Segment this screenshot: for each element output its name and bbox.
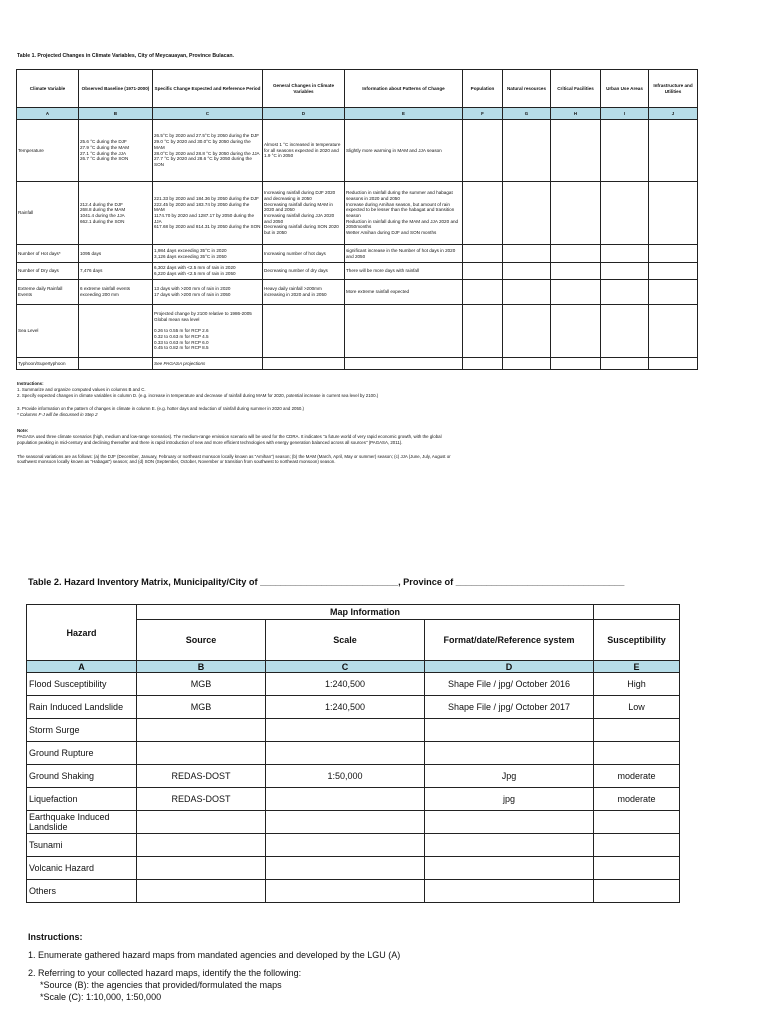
map-information-header: Map Information xyxy=(137,605,594,620)
empty-cell xyxy=(551,305,601,358)
empty-cell xyxy=(551,120,601,182)
col-header-natural-resources: Natural resources xyxy=(503,70,551,108)
empty-cell xyxy=(551,245,601,263)
empty-cell xyxy=(503,263,551,280)
table-cell-c: 6,302 days with <2.5 mm of rain in 2020 6,220 days with <2.5 mm of rain in 2050 xyxy=(153,263,263,280)
hazard-cell-hazard: Earthquake Induced Landslide xyxy=(27,811,137,834)
col-header-climate-variable: Climate Variable xyxy=(17,70,79,108)
hazard-cell-source: MGB xyxy=(137,673,266,696)
blank-header-cell xyxy=(594,605,680,620)
table-cell-c: 221.33 by 2020 and 184.36 by 2050 during the DJF 222.45 by 2020 and 183.74 by 2050 during the MAM 1174.70 by 2020 and 1287.17 by 2050 during the JJA 617.68 by 2020 and 814.31 by 2050 during the SON xyxy=(153,182,263,245)
col-letter: J xyxy=(649,108,698,120)
hazard-cell-source xyxy=(137,880,266,903)
hazard-cell-source: REDAS-DOST xyxy=(137,788,266,811)
table-cell-e: significant increase in the Number of hot days in 2020 and 2050 xyxy=(345,245,463,263)
hazard-cell-scale xyxy=(266,857,425,880)
hazard-cell-hazard: Ground Rupture xyxy=(27,742,137,765)
hazard-cell-susceptibility xyxy=(594,719,680,742)
table1-instructions xyxy=(17,381,457,465)
hazard-cell-format: Jpg xyxy=(425,765,594,788)
empty-cell xyxy=(601,245,649,263)
col-letter: B xyxy=(137,661,266,673)
note-item: The seasonal variations are as follows: (a) the DJF (December, January, February or northeast monsoon locally known as "Amihan") season; (b) the MAM (March, April, May or summer) season; (c) JJA (June, July, August or southwest monsoon locally known as "Habagat") season; and (d) SON (September, October, November or transition from southwest to northeast monsoon) season. xyxy=(17,453,451,465)
table-row xyxy=(27,719,680,742)
hazard-cell-source xyxy=(137,742,266,765)
empty-cell xyxy=(601,263,649,280)
empty-cell xyxy=(503,280,551,305)
instruction-item: 1. Enumerate gathered hazard maps from mandated agencies and developed by the LGU (A) xyxy=(28,949,401,960)
hazard-cell-susceptibility xyxy=(594,857,680,880)
hazard-cell-format: Shape File / jpg/ October 2017 xyxy=(425,696,594,719)
table-cell-e xyxy=(345,358,463,370)
table-row xyxy=(27,788,680,811)
table-cell-a: Sea Level xyxy=(17,305,79,358)
hazard-cell-hazard: Tsunami xyxy=(27,834,137,857)
empty-cell xyxy=(463,245,503,263)
hazard-cell-scale xyxy=(266,719,425,742)
col-header-infrastructure: Infrastructure and Utilities xyxy=(649,70,698,108)
empty-cell xyxy=(601,280,649,305)
hazard-cell-format xyxy=(425,719,594,742)
instruction-item: *Scale (C): 1:10,000, 1:50,000 xyxy=(40,991,162,1002)
table-cell-b: 7,476 days xyxy=(79,263,153,280)
empty-cell xyxy=(463,263,503,280)
hazard-cell-hazard: Rain Induced Landslide xyxy=(27,696,137,719)
hazard-cell-scale: 1:240,500 xyxy=(266,696,425,719)
hazard-cell-susceptibility xyxy=(594,811,680,834)
table-cell-c: See PAGASA projections xyxy=(153,358,263,370)
empty-cell xyxy=(649,358,698,370)
hazard-cell-format xyxy=(425,880,594,903)
hazard-cell-susceptibility: High xyxy=(594,673,680,696)
hazard-cell-format: jpg xyxy=(425,788,594,811)
table-cell-d xyxy=(263,305,345,358)
col-header-urban-use-areas: Urban Use Areas xyxy=(601,70,649,108)
col-header-hazard: Hazard xyxy=(27,605,137,661)
empty-cell xyxy=(551,263,601,280)
table-cell-a: Typhoon/Supertyphoon xyxy=(17,358,79,370)
hazard-cell-susceptibility: Low xyxy=(594,696,680,719)
table-cell-c: Projected change by 2100 relative to 1986-2005 Global mean sea level 0.26 to 0.55 m for RCP 2.6 0.32 to 0.63 m for RCP 4.5 0.33 to 0.63 m for RCP 6.0 0.45 to 0.82 m for RCP 8.5 xyxy=(153,305,263,358)
table-row xyxy=(27,696,680,719)
table-row xyxy=(27,765,680,788)
hazard-cell-scale xyxy=(266,834,425,857)
table-row xyxy=(27,880,680,903)
table-cell-d: Increasing number of hot days xyxy=(263,245,345,263)
empty-cell xyxy=(503,305,551,358)
hazard-inventory-table xyxy=(26,604,680,903)
table-row xyxy=(17,245,698,263)
instruction-item: 3. Provide information on the pattern of changes in climate in column E. (e.g. hotter days and reduction of rainfall during summer in 2020 and 2050.) xyxy=(17,405,305,411)
table-row xyxy=(17,280,698,305)
hazard-cell-hazard: Ground Shaking xyxy=(27,765,137,788)
table-row xyxy=(27,742,680,765)
col-letter: D xyxy=(425,661,594,673)
hazard-cell-hazard: Storm Surge xyxy=(27,719,137,742)
table2-title: Table 2. Hazard Inventory Matrix, Municipality/City of ___________________________, Province of _________________________________ xyxy=(28,577,625,587)
table-cell-b: 1095 days xyxy=(79,245,153,263)
empty-cell xyxy=(551,280,601,305)
table-cell-d: Heavy daily rainfall >200mm increasing in 2020 and in 2050 xyxy=(263,280,345,305)
table-cell-a: Temperature xyxy=(17,120,79,182)
empty-cell xyxy=(503,120,551,182)
hazard-cell-source xyxy=(137,719,266,742)
empty-cell xyxy=(463,305,503,358)
instruction-footnote: * Columns F-J will be discussed in Step 2 xyxy=(17,411,98,417)
col-letter: I xyxy=(601,108,649,120)
table-cell-d: Decreasing number of dry days xyxy=(263,263,345,280)
instruction-item: *Source (B): the agencies that provided/formulated the maps xyxy=(40,980,282,991)
empty-cell xyxy=(463,182,503,245)
empty-cell xyxy=(601,120,649,182)
hazard-cell-format: Shape File / jpg/ October 2016 xyxy=(425,673,594,696)
col-header-susceptibility: Susceptibility xyxy=(594,620,680,661)
instruction-item: 2. Referring to your collected hazard maps, identify the the following: xyxy=(28,968,302,979)
empty-cell xyxy=(601,305,649,358)
hazard-cell-susceptibility xyxy=(594,742,680,765)
hazard-cell-scale: 1:50,000 xyxy=(266,765,425,788)
table-cell-a: Number of Hot days* xyxy=(17,245,79,263)
col-header-patterns-info: Information about Patterns of Change xyxy=(345,70,463,108)
table-row xyxy=(27,673,680,696)
table-row xyxy=(17,182,698,245)
table-cell-c: 26.5°C by 2020 and 27.5°C by 2050 during the DJF 29.0 °C by 2020 and 30.0°C by 2050 during the MAM 28.0°C by 2020 and 28.8 °C by 2050 during the JJA 27.7 °C by 2020 and 28.6 °C by 2050 during the SON xyxy=(153,120,263,182)
table-cell-e xyxy=(345,305,463,358)
table-cell-c: 13 days with >200 mm of rain in 2020 17 days with >200 mm of rain in 2050 xyxy=(153,280,263,305)
col-header-format: Format/date/Reference system xyxy=(425,620,594,661)
empty-cell xyxy=(463,280,503,305)
col-letter: G xyxy=(503,108,551,120)
empty-cell xyxy=(503,182,551,245)
instructions-heading: Instructions: xyxy=(28,932,83,942)
hazard-cell-source: MGB xyxy=(137,696,266,719)
hazard-cell-susceptibility: moderate xyxy=(594,788,680,811)
empty-cell xyxy=(463,120,503,182)
instruction-item: 2. Specify expected changes in climate variables in column D. (e.g. increase in temperature and decrease of rainfall during MAM for 2020, potential increase in current sea level by 2100.) xyxy=(17,392,379,398)
table1-title: Table 1. Projected Changes in Climate Variables, City of Meycauayan, Province Bulacan. xyxy=(17,53,234,59)
hazard-cell-hazard: Liquefaction xyxy=(27,788,137,811)
table-cell-d: Increasing rainfall during DJF 2020 and decreasing in 2050 Decreasing rainfall during MAM in 2020 and 2050 Increasing rainfall during JJA 2020 and 2050 Decreasing rainfall during SON 2020 but in 2050 xyxy=(263,182,345,245)
col-letter: B xyxy=(79,108,153,120)
empty-cell xyxy=(551,182,601,245)
hazard-cell-format xyxy=(425,857,594,880)
hazard-cell-source xyxy=(137,857,266,880)
hazard-cell-susceptibility xyxy=(594,834,680,857)
table-row xyxy=(27,834,680,857)
table2-instructions xyxy=(28,932,400,1003)
empty-cell xyxy=(649,182,698,245)
table-cell-d xyxy=(263,358,345,370)
col-letter: A xyxy=(27,661,137,673)
empty-cell xyxy=(601,358,649,370)
hazard-cell-format xyxy=(425,811,594,834)
table-cell-e: More extreme rainfall expected xyxy=(345,280,463,305)
hazard-cell-format xyxy=(425,742,594,765)
note-item: PAGASA used three climate scenarios (high, medium and low-range scenarios). The medium-range emission scenario will be used for the CDRA. It indicates "a future world of very rapid economic growth, with the global population peaking in mid-century and declining thereafter and there is rapid introduction of new and more efficient technologies with energy generation balanced across all sources" (PAGASA, 2011). xyxy=(17,433,442,445)
empty-cell xyxy=(503,358,551,370)
table-cell-c: 1,984 days exceeding 35°C in 2020 3,126 days exceeding 35°C in 2050 xyxy=(153,245,263,263)
hazard-cell-scale xyxy=(266,811,425,834)
empty-cell xyxy=(503,245,551,263)
empty-cell xyxy=(649,263,698,280)
hazard-cell-susceptibility: moderate xyxy=(594,765,680,788)
col-header-source: Source xyxy=(137,620,266,661)
col-header-scale: Scale xyxy=(266,620,425,661)
table-cell-e: Reduction in rainfall during the summer and habagat seasons in 2020 and 2050 Increase during Amihan season, but amount of rain expected to be lesser than the habagat and transition season Reduction in rainfall during the MAM and JJA 2020 and 2050months Wetter Amihan during DJF and SON months xyxy=(345,182,463,245)
empty-cell xyxy=(649,280,698,305)
empty-cell xyxy=(463,358,503,370)
empty-cell xyxy=(649,120,698,182)
table-cell-b xyxy=(79,305,153,358)
hazard-cell-scale xyxy=(266,788,425,811)
col-letter: E xyxy=(345,108,463,120)
hazard-cell-hazard: Others xyxy=(27,880,137,903)
note-heading: Note: xyxy=(17,427,29,433)
col-letter: A xyxy=(17,108,79,120)
table-cell-b: 25.6 °C during the DJF 27.9 °C during the MAM 27.1 °C during the JJA 26.7 °C during the SON xyxy=(79,120,153,182)
climate-projections-table xyxy=(16,69,698,370)
hazard-cell-hazard: Flood Susceptibility xyxy=(27,673,137,696)
hazard-cell-scale: 1:240,500 xyxy=(266,673,425,696)
table-row xyxy=(17,120,698,182)
table-row xyxy=(17,305,698,358)
empty-cell xyxy=(649,245,698,263)
table-cell-b: 212.4 during the DJF 268.8 during the MAM 1041.4 during the JJA 662.1 during the SON xyxy=(79,182,153,245)
table-row xyxy=(17,358,698,370)
hazard-cell-hazard: Volcanic Hazard xyxy=(27,857,137,880)
hazard-cell-scale xyxy=(266,742,425,765)
col-letter: F xyxy=(463,108,503,120)
table-row xyxy=(17,263,698,280)
empty-cell xyxy=(649,305,698,358)
col-header-observed-baseline: Observed Baseline (1971-2000) xyxy=(79,70,153,108)
hazard-cell-susceptibility xyxy=(594,880,680,903)
table-cell-a: Rainfall xyxy=(17,182,79,245)
empty-cell xyxy=(601,182,649,245)
hazard-cell-source xyxy=(137,811,266,834)
col-letter: H xyxy=(551,108,601,120)
col-header-critical-facilities: Critical Facilities xyxy=(551,70,601,108)
table-row xyxy=(27,857,680,880)
hazard-cell-source: REDAS-DOST xyxy=(137,765,266,788)
col-header-specific-change: Specific Change Expected and Reference Period xyxy=(153,70,263,108)
table-cell-a: Number of Dry days xyxy=(17,263,79,280)
col-letter: E xyxy=(594,661,680,673)
table-cell-b: 6 extreme rainfall events exceeding 200 mm xyxy=(79,280,153,305)
hazard-cell-scale xyxy=(266,880,425,903)
col-letter: C xyxy=(153,108,263,120)
table-cell-d: Almost 1 °C increased in temperature for all seasons expected in 2020 and 1.9 °C in 2050 xyxy=(263,120,345,182)
col-header-population: Population xyxy=(463,70,503,108)
instructions-heading: Instructions: xyxy=(17,381,44,386)
table-cell-b xyxy=(79,358,153,370)
hazard-cell-source xyxy=(137,834,266,857)
hazard-cell-format xyxy=(425,834,594,857)
table-cell-e: There will be more days with rainfall xyxy=(345,263,463,280)
instruction-item: 1. Summarize and organize computed values in columns B and C. xyxy=(17,386,146,392)
table-cell-e: Slightly more warming in MAM and JJA season xyxy=(345,120,463,182)
col-letter: D xyxy=(263,108,345,120)
col-letter: C xyxy=(266,661,425,673)
table-row xyxy=(27,811,680,834)
table-cell-a: Extreme daily Rainfall Events xyxy=(17,280,79,305)
empty-cell xyxy=(551,358,601,370)
col-header-general-changes: General Changes in Climate Variables xyxy=(263,70,345,108)
